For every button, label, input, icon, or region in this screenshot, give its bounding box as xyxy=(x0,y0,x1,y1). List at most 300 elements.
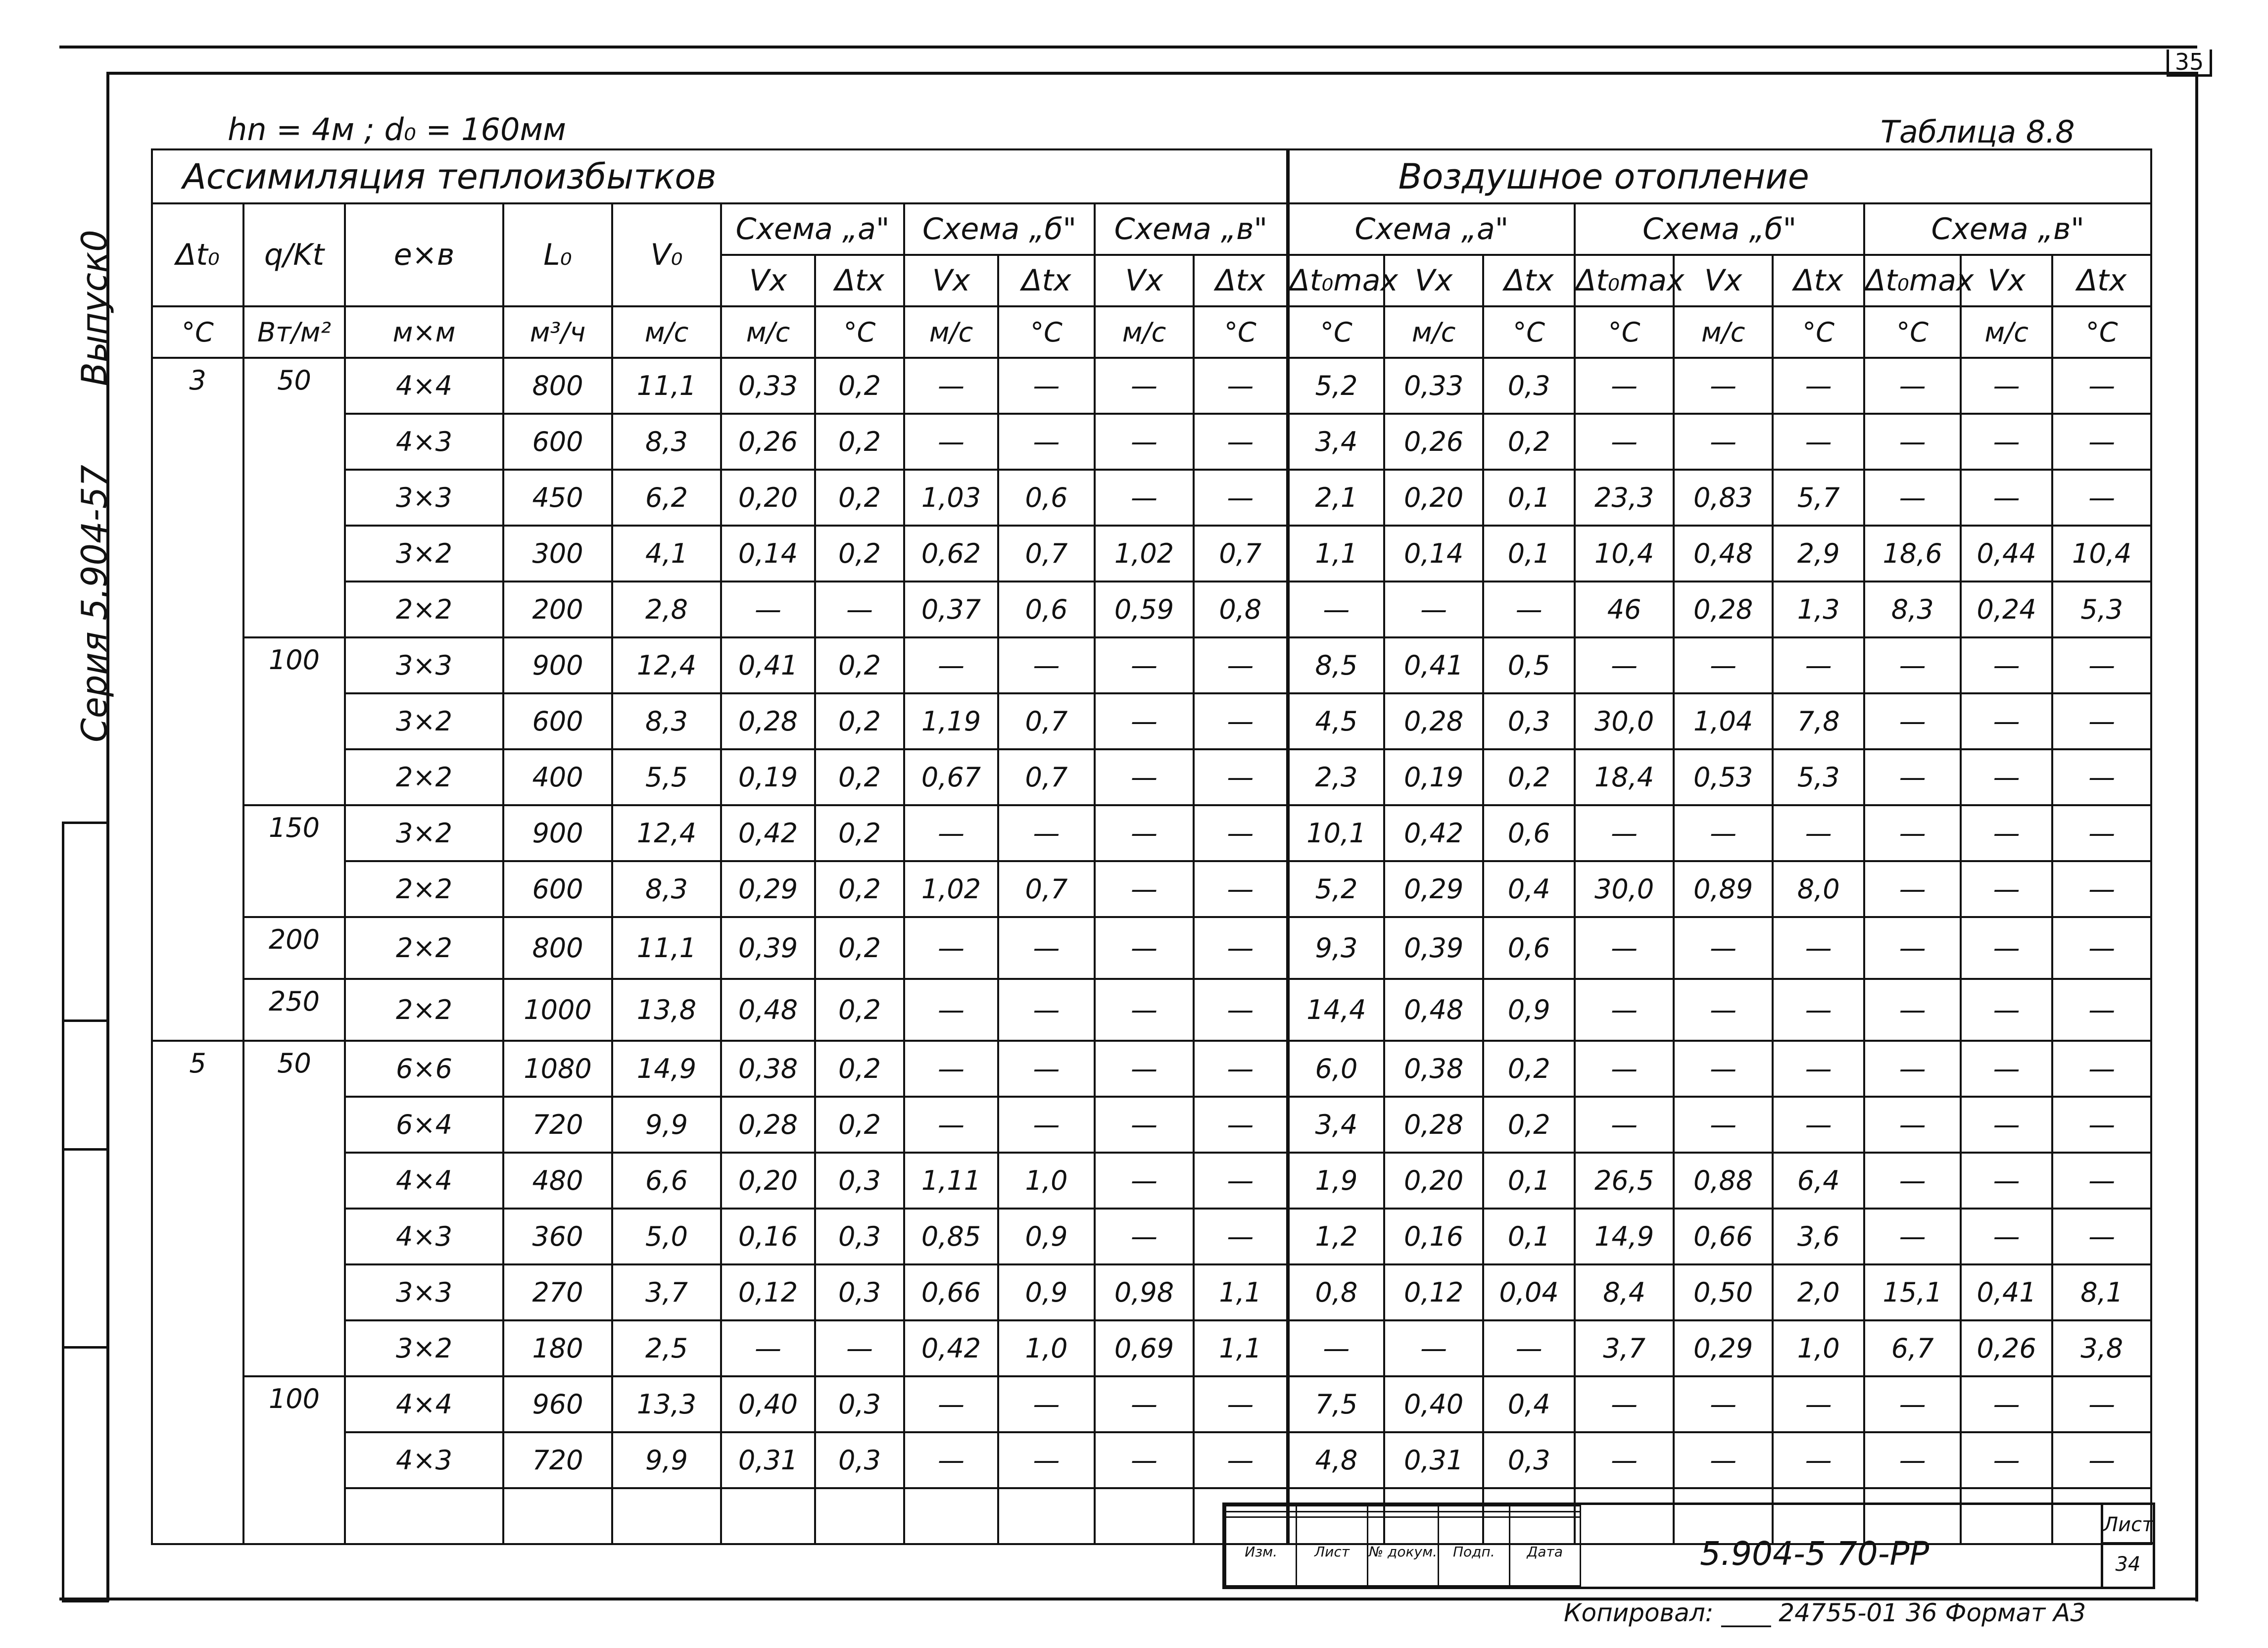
table-cell: — xyxy=(1961,1209,2052,1264)
col-header-dto: Δt₀ xyxy=(152,203,243,306)
table-row xyxy=(152,526,2151,582)
table-cell: — xyxy=(1095,1041,1194,1097)
table-cell: — xyxy=(815,1320,904,1376)
col-header-vx: Vx xyxy=(904,255,998,306)
table-cell: — xyxy=(998,358,1095,414)
table-cell: 11,1 xyxy=(612,358,721,414)
table-cell: 10,4 xyxy=(2052,526,2151,582)
table-cell: 3×3 xyxy=(345,637,503,693)
col-header-scheme-b: Схема „б" xyxy=(904,203,1095,255)
table-cell: 9,3 xyxy=(1288,917,1384,979)
table-cell: — xyxy=(1773,1376,1864,1432)
table-cell: 6×4 xyxy=(345,1097,503,1153)
table-row xyxy=(152,1209,2151,1264)
table-cell: — xyxy=(998,1041,1095,1097)
table-cell: — xyxy=(1773,1041,1864,1097)
table-cell xyxy=(904,1488,998,1544)
table-row xyxy=(152,1041,2151,1097)
table-cell: 2,0 xyxy=(1773,1264,1864,1320)
table-cell: 400 xyxy=(503,749,612,805)
table-cell: — xyxy=(1288,582,1384,637)
table-cell: 0,2 xyxy=(815,470,904,526)
table-cell: — xyxy=(1961,1432,2052,1488)
table-cell: 0,42 xyxy=(721,805,815,861)
table-cell: 1,9 xyxy=(1288,1153,1384,1209)
table-cell: 0,37 xyxy=(904,582,998,637)
table-cell: 9,9 xyxy=(612,1432,721,1488)
table-cell: 0,26 xyxy=(1961,1320,2052,1376)
table-cell: 0,44 xyxy=(1961,526,2052,582)
table-cell: — xyxy=(1674,1097,1773,1153)
table-cell: 30,0 xyxy=(1575,861,1674,917)
rev-col-change: Изм. xyxy=(1226,1517,1297,1586)
col-header-scheme-a: Схема „а" xyxy=(721,203,904,255)
table-cell: 8,5 xyxy=(1288,637,1384,693)
table-cell: 50 xyxy=(243,1041,345,1376)
table-cell: 5,3 xyxy=(2052,582,2151,637)
table-cell: 8,4 xyxy=(1575,1264,1674,1320)
table-cell: 0,42 xyxy=(1384,805,1483,861)
table-row xyxy=(152,582,2151,637)
table-cell: — xyxy=(1194,1041,1288,1097)
table-cell xyxy=(1095,1488,1194,1544)
table-cell: — xyxy=(1194,693,1288,749)
series-label: Серия 5.904-57 xyxy=(74,465,115,742)
table-cell: — xyxy=(1674,1376,1773,1432)
table-cell: — xyxy=(1194,637,1288,693)
table-cell: — xyxy=(1095,693,1194,749)
table-cell: 0,2 xyxy=(1483,414,1575,470)
table-cell: — xyxy=(2052,917,2151,979)
table-cell: — xyxy=(1194,917,1288,979)
table-cell: 1,02 xyxy=(1095,526,1194,582)
table-cell: — xyxy=(2052,749,2151,805)
table-cell: 3,4 xyxy=(1288,1097,1384,1153)
table-cell: 0,3 xyxy=(815,1264,904,1320)
table-cell: 3×3 xyxy=(345,1264,503,1320)
table-cell: 450 xyxy=(503,470,612,526)
table-row xyxy=(152,637,2151,693)
table-cell: — xyxy=(1864,358,1961,414)
table-cell: 5,5 xyxy=(612,749,721,805)
table-cell: 0,26 xyxy=(1384,414,1483,470)
table-cell: 0,41 xyxy=(1961,1264,2052,1320)
unit-lo: м³/ч xyxy=(503,306,612,358)
table-cell: — xyxy=(1773,358,1864,414)
table-cell: 720 xyxy=(503,1432,612,1488)
table-cell: — xyxy=(998,805,1095,861)
table-cell: 0,31 xyxy=(1384,1432,1483,1488)
group-heat-assimilation: Ассимиляция теплоизбытков xyxy=(152,149,1288,203)
table-cell: — xyxy=(1095,1209,1194,1264)
table-cell: 14,9 xyxy=(1575,1209,1674,1264)
table-cell: — xyxy=(1961,805,2052,861)
table-cell: — xyxy=(904,358,998,414)
table-cell: — xyxy=(2052,693,2151,749)
table-cell: 0,6 xyxy=(1483,917,1575,979)
table-row xyxy=(152,414,2151,470)
table-cell: 0,1 xyxy=(1483,1209,1575,1264)
table-cell: 0,19 xyxy=(1384,749,1483,805)
page-number-box: 35 xyxy=(2167,49,2212,77)
table-cell: 0,7 xyxy=(998,693,1095,749)
table-cell: — xyxy=(1773,1432,1864,1488)
col-header-scheme-v: Схема „в" xyxy=(1095,203,1288,255)
table-cell: — xyxy=(998,637,1095,693)
table-cell: 0,2 xyxy=(815,637,904,693)
table-cell: — xyxy=(1961,693,2052,749)
table-cell: 0,88 xyxy=(1674,1153,1773,1209)
table-row xyxy=(152,693,2151,749)
table-cell: 0,3 xyxy=(815,1432,904,1488)
table-cell: — xyxy=(998,1376,1095,1432)
col-header-dtx: Δtx xyxy=(2052,255,2151,306)
table-cell: 0,1 xyxy=(1483,526,1575,582)
table-cell: — xyxy=(2052,1097,2151,1153)
table-cell: 1,1 xyxy=(1288,526,1384,582)
table-cell: 3×2 xyxy=(345,526,503,582)
rev-col-date: Дата xyxy=(1509,1517,1580,1586)
table-cell: — xyxy=(1575,1376,1674,1432)
table-cell: — xyxy=(1864,470,1961,526)
table-cell: 0,19 xyxy=(721,749,815,805)
table-cell: — xyxy=(1961,1097,2052,1153)
table-cell: 0,33 xyxy=(1384,358,1483,414)
table-cell: 0,9 xyxy=(998,1209,1095,1264)
table-cell: — xyxy=(904,1097,998,1153)
table-cell: 0,89 xyxy=(1674,861,1773,917)
table-cell: 0,5 xyxy=(1483,637,1575,693)
table-cell: 0,24 xyxy=(1961,582,2052,637)
table-cell: 0,20 xyxy=(1384,470,1483,526)
table-cell: — xyxy=(1194,1432,1288,1488)
unit-dtx: °C xyxy=(1483,306,1575,358)
table-row xyxy=(152,979,2151,1041)
unit-vx: м/с xyxy=(1961,306,2052,358)
table-cell: 100 xyxy=(243,1376,345,1544)
table-cell: 11,1 xyxy=(612,917,721,979)
table-cell: — xyxy=(2052,358,2151,414)
table-cell: — xyxy=(904,1432,998,1488)
table-cell: — xyxy=(1674,917,1773,979)
table-cell: 6,4 xyxy=(1773,1153,1864,1209)
table-cell: 0,33 xyxy=(721,358,815,414)
table-cell: 0,59 xyxy=(1095,582,1194,637)
table-cell: 8,3 xyxy=(612,693,721,749)
table-cell: 0,29 xyxy=(1674,1320,1773,1376)
table-cell: — xyxy=(2052,637,2151,693)
table-cell: — xyxy=(1961,749,2052,805)
table-cell: 0,98 xyxy=(1095,1264,1194,1320)
table-cell: — xyxy=(1095,979,1194,1041)
title-block xyxy=(1222,1503,2155,1589)
table-row xyxy=(152,749,2151,805)
table-cell: — xyxy=(1674,805,1773,861)
table-row xyxy=(152,1097,2151,1153)
table-cell: 46 xyxy=(1575,582,1674,637)
table-cell: 180 xyxy=(503,1320,612,1376)
table-cell: — xyxy=(1773,805,1864,861)
table-cell: 4,1 xyxy=(612,526,721,582)
table-cell: 2×2 xyxy=(345,582,503,637)
table-cell: 0,4 xyxy=(1483,861,1575,917)
unit-dtx: °C xyxy=(815,306,904,358)
table-cell: 7,5 xyxy=(1288,1376,1384,1432)
table-cell: — xyxy=(2052,979,2151,1041)
table-cell: — xyxy=(1864,979,1961,1041)
table-cell: — xyxy=(2052,1376,2151,1432)
table-cell: — xyxy=(1095,358,1194,414)
table-cell: 23,3 xyxy=(1575,470,1674,526)
table-cell: 0,69 xyxy=(1095,1320,1194,1376)
table-cell: 10,1 xyxy=(1288,805,1384,861)
table-cell: — xyxy=(1773,637,1864,693)
table-cell: 30,0 xyxy=(1575,693,1674,749)
strip-cell xyxy=(64,1151,109,1349)
col-header-dtx: Δtx xyxy=(1773,255,1864,306)
sheet-label: Лист xyxy=(2103,1505,2153,1545)
table-cell: 0,3 xyxy=(815,1376,904,1432)
table-cell: 600 xyxy=(503,861,612,917)
unit-dto: °C xyxy=(152,306,243,358)
table-cell: 13,8 xyxy=(612,979,721,1041)
table-cell: 0,6 xyxy=(1483,805,1575,861)
table-cell: 18,4 xyxy=(1575,749,1674,805)
table-cell: — xyxy=(1864,1041,1961,1097)
table-cell: — xyxy=(1575,917,1674,979)
table-cell: 1,0 xyxy=(998,1320,1095,1376)
table-cell: — xyxy=(1194,861,1288,917)
table-cell: 0,7 xyxy=(998,861,1095,917)
table-cell: — xyxy=(1961,358,2052,414)
table-cell: 300 xyxy=(503,526,612,582)
table-cell: 0,2 xyxy=(1483,1041,1575,1097)
table-cell: — xyxy=(1095,1097,1194,1153)
table-cell: — xyxy=(1864,805,1961,861)
table-cell: 0,2 xyxy=(815,861,904,917)
table-cell: — xyxy=(998,917,1095,979)
table-cell: — xyxy=(1864,1097,1961,1153)
table-cell: — xyxy=(2052,470,2151,526)
table-cell: — xyxy=(2052,861,2151,917)
table-cell: 1,04 xyxy=(1674,693,1773,749)
table-cell: — xyxy=(1483,582,1575,637)
unit-dtx: °C xyxy=(2052,306,2151,358)
table-cell: — xyxy=(1961,1153,2052,1209)
table-cell: 0,6 xyxy=(998,470,1095,526)
table-cell: 0,3 xyxy=(1483,358,1575,414)
table-cell: — xyxy=(1773,917,1864,979)
table-cell: — xyxy=(1575,1432,1674,1488)
col-header-vx: Vx xyxy=(1095,255,1194,306)
table-row xyxy=(152,1153,2151,1209)
table-cell: 0,1 xyxy=(1483,1153,1575,1209)
col-header-dtx: Δtx xyxy=(998,255,1095,306)
table-cell: — xyxy=(1864,1209,1961,1264)
table-cell: 2,9 xyxy=(1773,526,1864,582)
table-cell: 0,26 xyxy=(721,414,815,470)
unit-dtx: °C xyxy=(1194,306,1288,358)
table-cell: 960 xyxy=(503,1376,612,1432)
col-header-dtx: Δtx xyxy=(1483,255,1575,306)
table-cell: — xyxy=(2052,414,2151,470)
table-cell: 5,2 xyxy=(1288,358,1384,414)
table-cell: — xyxy=(1961,979,2052,1041)
table-cell: 0,31 xyxy=(721,1432,815,1488)
table-cell: 6,6 xyxy=(612,1153,721,1209)
table-cell: 0,53 xyxy=(1674,749,1773,805)
table-cell: 1,03 xyxy=(904,470,998,526)
table-cell: — xyxy=(1674,414,1773,470)
table-cell: — xyxy=(1864,749,1961,805)
table-cell: 2×2 xyxy=(345,979,503,1041)
table-cell: 100 xyxy=(243,637,345,805)
table-cell: — xyxy=(1194,470,1288,526)
unit-vx: м/с xyxy=(721,306,815,358)
table-cell: 0,41 xyxy=(1384,637,1483,693)
table-cell: — xyxy=(1674,1432,1773,1488)
table-cell: 1,02 xyxy=(904,861,998,917)
table-cell: 3,8 xyxy=(2052,1320,2151,1376)
table-cell: 1,11 xyxy=(904,1153,998,1209)
table-cell: 2,5 xyxy=(612,1320,721,1376)
unit-exb: м×м xyxy=(345,306,503,358)
table-cell: 13,3 xyxy=(612,1376,721,1432)
table-cell: 1,1 xyxy=(1194,1264,1288,1320)
col-header-air-scheme-a: Схема „а" xyxy=(1288,203,1575,255)
table-cell: 4×3 xyxy=(345,414,503,470)
table-cell: — xyxy=(904,1376,998,1432)
unit-dtomax: °C xyxy=(1288,306,1384,358)
table-cell: 0,67 xyxy=(904,749,998,805)
rev-col-sheet: Лист xyxy=(1297,1517,1367,1586)
table-cell: — xyxy=(2052,1041,2151,1097)
table-cell: 0,29 xyxy=(721,861,815,917)
table-cell: 0,66 xyxy=(904,1264,998,1320)
table-cell xyxy=(815,1488,904,1544)
table-cell: 10,4 xyxy=(1575,526,1674,582)
table-cell: 12,4 xyxy=(612,805,721,861)
table-cell: — xyxy=(1864,1432,1961,1488)
table-cell: 8,0 xyxy=(1773,861,1864,917)
table-cell: 0,8 xyxy=(1194,582,1288,637)
table-cell: 0,16 xyxy=(721,1209,815,1264)
table-cell: — xyxy=(1674,637,1773,693)
table-cell: — xyxy=(1864,1376,1961,1432)
table-cell: — xyxy=(1483,1320,1575,1376)
table-cell: 0,2 xyxy=(815,749,904,805)
table-cell: — xyxy=(1575,805,1674,861)
table-cell: 600 xyxy=(503,693,612,749)
table-cell: — xyxy=(1095,414,1194,470)
table-cell: — xyxy=(904,414,998,470)
col-header-dtomax: Δt₀max xyxy=(1575,255,1674,306)
table-cell xyxy=(721,1488,815,1544)
table-cell: 0,38 xyxy=(1384,1041,1483,1097)
table-cell: 9,9 xyxy=(612,1097,721,1153)
table-cell: 0,2 xyxy=(815,414,904,470)
table-cell: 26,5 xyxy=(1575,1153,1674,1209)
unit-dtx: °C xyxy=(998,306,1095,358)
table-cell: — xyxy=(1095,470,1194,526)
table-cell: 3,6 xyxy=(1773,1209,1864,1264)
table-row xyxy=(152,1376,2151,1432)
table-cell: — xyxy=(1961,470,2052,526)
table-cell: — xyxy=(2052,805,2151,861)
table-cell: 0,2 xyxy=(815,1097,904,1153)
table-cell: 15,1 xyxy=(1864,1264,1961,1320)
table-cell: 4×3 xyxy=(345,1432,503,1488)
table-cell: 900 xyxy=(503,805,612,861)
table-cell: — xyxy=(1961,861,2052,917)
table-cell: — xyxy=(1773,1097,1864,1153)
table-cell: 0,16 xyxy=(1384,1209,1483,1264)
table-cell: 3×2 xyxy=(345,1320,503,1376)
table-cell: — xyxy=(1773,414,1864,470)
table-cell: 0,20 xyxy=(1384,1153,1483,1209)
table-cell: 1,1 xyxy=(1194,1320,1288,1376)
table-cell: 0,29 xyxy=(1384,861,1483,917)
table-cell: — xyxy=(998,414,1095,470)
table-cell: — xyxy=(904,917,998,979)
table-cell: 6,2 xyxy=(612,470,721,526)
table-cell: 3,4 xyxy=(1288,414,1384,470)
table-cell: 1,3 xyxy=(1773,582,1864,637)
unit-q: Вт/м² xyxy=(243,306,345,358)
col-header-dtx: Δtx xyxy=(815,255,904,306)
table-cell: 0,39 xyxy=(721,917,815,979)
table-cell: 4×4 xyxy=(345,358,503,414)
table-row xyxy=(152,917,2151,979)
table-cell: 0,62 xyxy=(904,526,998,582)
table-row xyxy=(152,470,2151,526)
table-cell: 800 xyxy=(503,917,612,979)
copy-footer: Копировал: ____ 24755-01 36 Формат А3 xyxy=(1564,1599,2086,1627)
table-cell: — xyxy=(998,979,1095,1041)
table-row xyxy=(152,1432,2151,1488)
table-cell: 250 xyxy=(243,979,345,1041)
table-cell: 4×4 xyxy=(345,1376,503,1432)
table-cell: 600 xyxy=(503,414,612,470)
table-cell: — xyxy=(1864,637,1961,693)
table-cell: 0,2 xyxy=(1483,749,1575,805)
table-cell: 3×2 xyxy=(345,805,503,861)
table-cell: — xyxy=(1961,1041,2052,1097)
table-cell: 150 xyxy=(243,805,345,917)
table-cell: 0,3 xyxy=(1483,693,1575,749)
unit-dtx: °C xyxy=(1773,306,1864,358)
header-parameters: hn = 4м ; d₀ = 160мм xyxy=(228,111,566,147)
table-cell: 0,83 xyxy=(1674,470,1773,526)
unit-dtomax: °C xyxy=(1575,306,1674,358)
sheet-box xyxy=(2101,1505,2153,1587)
table-cell: 8,3 xyxy=(1864,582,1961,637)
table-cell: 0,14 xyxy=(721,526,815,582)
table-row xyxy=(152,805,2151,861)
table-cell xyxy=(998,1488,1095,1544)
col-header-vo: V₀ xyxy=(612,203,721,306)
col-header-dtomax: Δt₀max xyxy=(1864,255,1961,306)
table-cell: — xyxy=(1194,414,1288,470)
table-cell: — xyxy=(2052,1209,2151,1264)
unit-vx: м/с xyxy=(1674,306,1773,358)
table-cell: 0,12 xyxy=(721,1264,815,1320)
table-cell: 0,2 xyxy=(815,358,904,414)
table-cell: 0,04 xyxy=(1483,1264,1575,1320)
table-cell: 14,4 xyxy=(1288,979,1384,1041)
table-cell: 0,14 xyxy=(1384,526,1483,582)
table-cell: 8,3 xyxy=(612,861,721,917)
